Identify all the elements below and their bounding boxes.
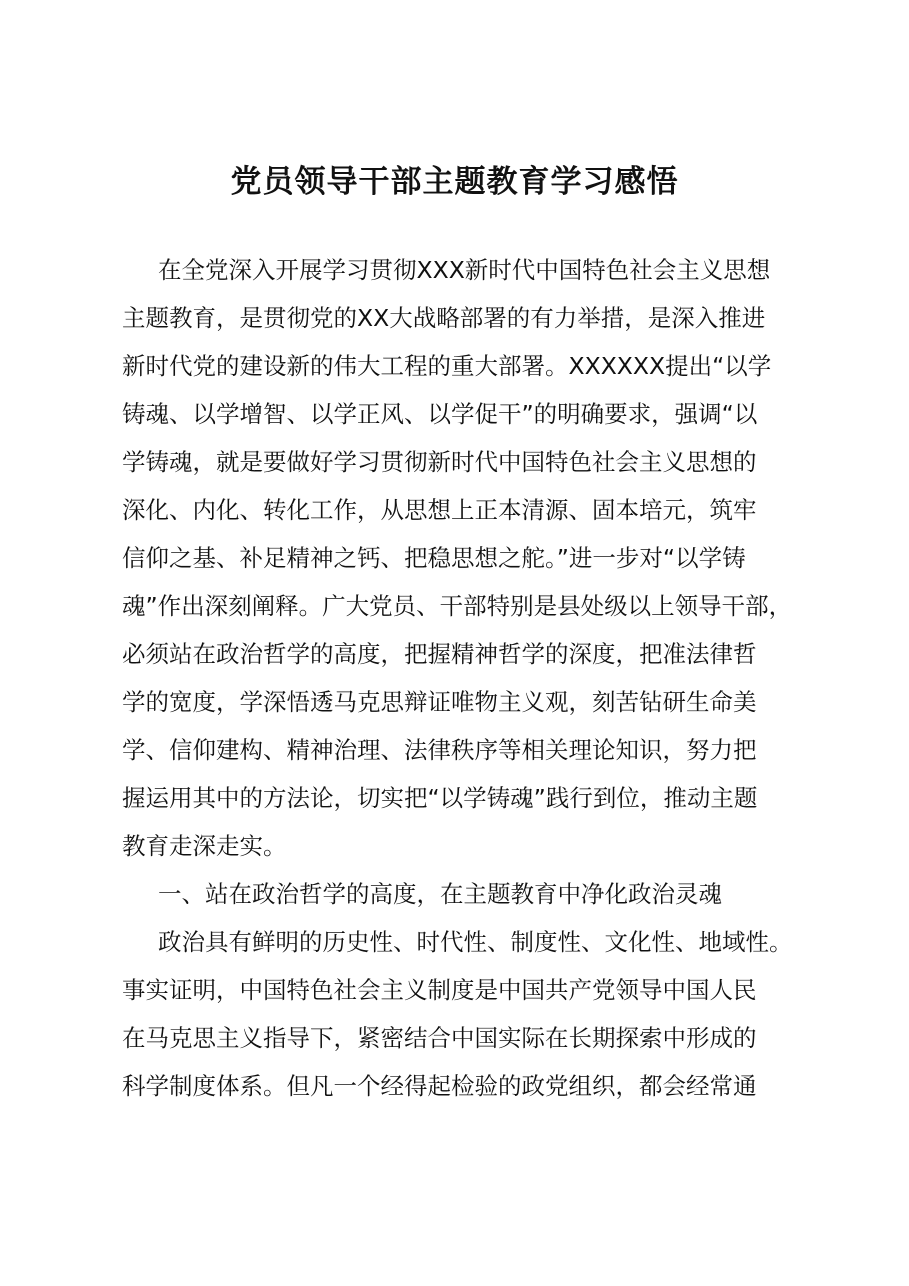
paragraph-1-line-4: 铸魂、以学增智、以学正风、以学促干”的明确要求，强调“以 [122, 400, 758, 428]
paragraph-2-line-3: 在马克思主义指导下，紧密结合中国实际在长期探索中形成的 [122, 1024, 757, 1052]
paragraph-1-line-5: 学铸魂，就是要做好学习贯彻新时代中国特色社会主义思想的 [122, 448, 757, 476]
document-title: 党员领导干部主题教育学习感悟 [230, 164, 679, 200]
paragraph-1-line-7: 信仰之基、补足精神之钙、把稳思想之舵。”进一步对“以学铸 [122, 544, 746, 572]
document-body [122, 246, 802, 1110]
paragraph-1-line-11: 学、信仰建构、精神治理、法律秩序等相关理论知识，努力把 [122, 736, 757, 764]
paragraph-1-line-13: 教育走深走实。 [122, 832, 287, 860]
paragraph-1-line-6: 深化、内化、转化工作，从思想上正本清源、固本培元，筑牢 [122, 496, 757, 524]
paragraph-1-line-12: 握运用其中的方法论，切实把“以学铸魂”践行到位，推动主题 [122, 784, 758, 812]
paragraph-1-line-2: 主题教育，是贯彻党的XX大战略部署的有力举措，是深入推进 [122, 304, 766, 332]
paragraph-2-line-4: 科学制度体系。但凡一个经得起检验的政党组织，都会经常通 [122, 1072, 757, 1100]
paragraph-2-line-2: 事实证明，中国特色社会主义制度是中国共产党领导中国人民 [122, 976, 757, 1004]
paragraph-1-line-9: 必须站在政治哲学的高度，把握精神哲学的深度，把准法律哲 [122, 640, 757, 668]
section-heading: 一、站在政治哲学的高度，在主题教育中净化政治灵魂 [158, 880, 722, 908]
paragraph-1-line-1: 在全党深入开展学习贯彻XXX新时代中国特色社会主义思想 [158, 256, 771, 284]
paragraph-1-line-10: 学的宽度，学深悟透马克思辩证唯物主义观，刻苦钻研生命美 [122, 688, 757, 716]
paragraph-2-line-1: 政治具有鲜明的历史性、时代性、制度性、文化性、地域性。 [158, 928, 793, 956]
paragraph-1-line-3: 新时代党的建设新的伟大工程的重大部署。XXXXXX提出“以学 [122, 352, 772, 380]
paragraph-1-line-8: 魂”作出深刻阐释。广大党员、干部特别是县处级以上领导干部， [122, 592, 793, 620]
